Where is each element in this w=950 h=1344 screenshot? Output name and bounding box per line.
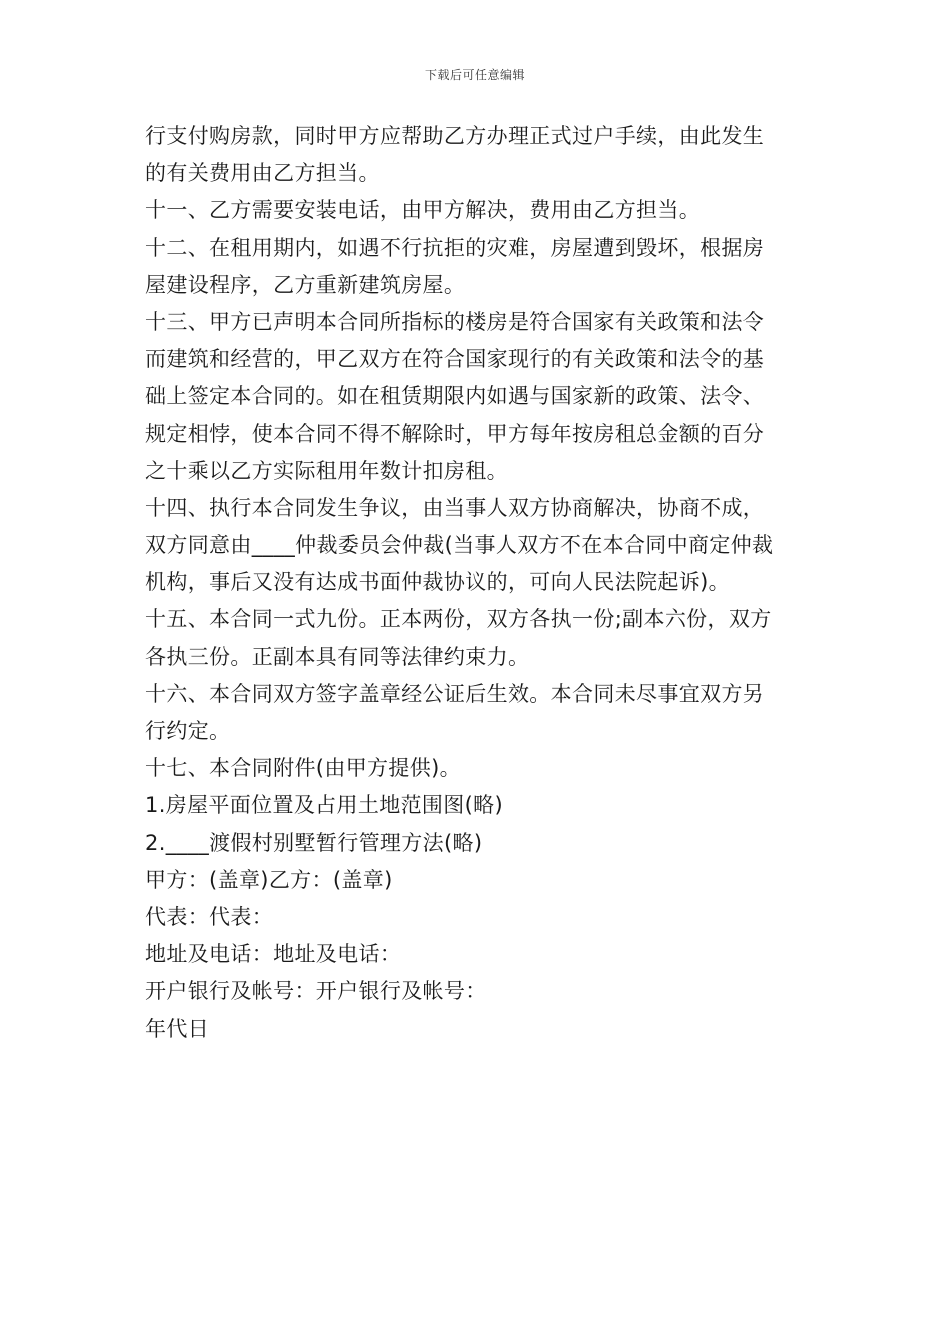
text-line: 础上签定本合同的。如在租赁期限内如遇与国家新的政策、法令、 bbox=[145, 384, 765, 409]
page-header: 下载后可任意编辑 bbox=[424, 68, 525, 82]
text-line: 之十乘以乙方实际租用年数计扣房租。 bbox=[145, 458, 508, 483]
text-line: 行约定。 bbox=[145, 719, 231, 743]
text-line: 机构，事后又没有达成书面仲裁协议的，可向人民法院起诉)。 bbox=[145, 570, 730, 595]
signature-bank-line: 开户银行及帐号：开户银行及帐号： bbox=[145, 979, 487, 1004]
clause-16: 十六、本合同双方签字盖章经公证后生效。本合同未尽事宜双方另 bbox=[145, 681, 765, 706]
attachment-1: 1.房屋平面位置及占用土地范围图(略) bbox=[145, 793, 504, 818]
clause-17: 十七、本合同附件(由甲方提供)。 bbox=[145, 756, 461, 781]
text-line: 的有关费用由乙方担当。 bbox=[145, 161, 380, 186]
text-line: 规定相悖，使本合同不得不解除时，甲方每年按房租总金额的百分 bbox=[145, 421, 765, 446]
signature-address-line: 地址及电话：地址及电话： bbox=[145, 942, 402, 967]
clause-13: 十三、甲方已声明本合同所指标的楼房是符合国家有关政策和法令 bbox=[145, 309, 765, 334]
text-line: 各执三份。正副本具有同等法律约束力。 bbox=[145, 644, 530, 669]
text-line: 屋建设程序，乙方重新建筑房屋。 bbox=[145, 272, 466, 297]
clause-12: 十二、在租用期内，如遇不行抗拒的灾难，房屋遭到毁坏，根据房 bbox=[145, 235, 765, 260]
attachment-2: 2.____渡假村别墅暂行管理方法(略) bbox=[145, 830, 483, 855]
text-line: 而建筑和经营的，甲乙双方在符合国家现行的有关政策和法令的基 bbox=[145, 347, 765, 372]
clause-11: 十一、乙方需要安装电话，由甲方解决，费用由乙方担当。 bbox=[145, 198, 701, 223]
clause-14: 十四、执行本合同发生争议，由当事人双方协商解决，协商不成， bbox=[145, 495, 765, 520]
text-line: 行支付购房款，同时甲方应帮助乙方办理正式过户手续，由此发生 bbox=[145, 124, 765, 148]
contract-body bbox=[145, 118, 815, 1048]
text-line: 双方同意由____仲裁委员会仲裁(当事人双方不在本合同中商定仲裁 bbox=[145, 533, 774, 558]
signature-party-line: 甲方：(盖章)乙方：(盖章) bbox=[145, 867, 393, 892]
clause-15: 十五、本合同一式九份。正本两份，双方各执一份;副本六份，双方 bbox=[145, 607, 772, 632]
signature-representative-line: 代表：代表： bbox=[145, 904, 274, 929]
signature-date-line: 年代日 bbox=[145, 1016, 210, 1041]
